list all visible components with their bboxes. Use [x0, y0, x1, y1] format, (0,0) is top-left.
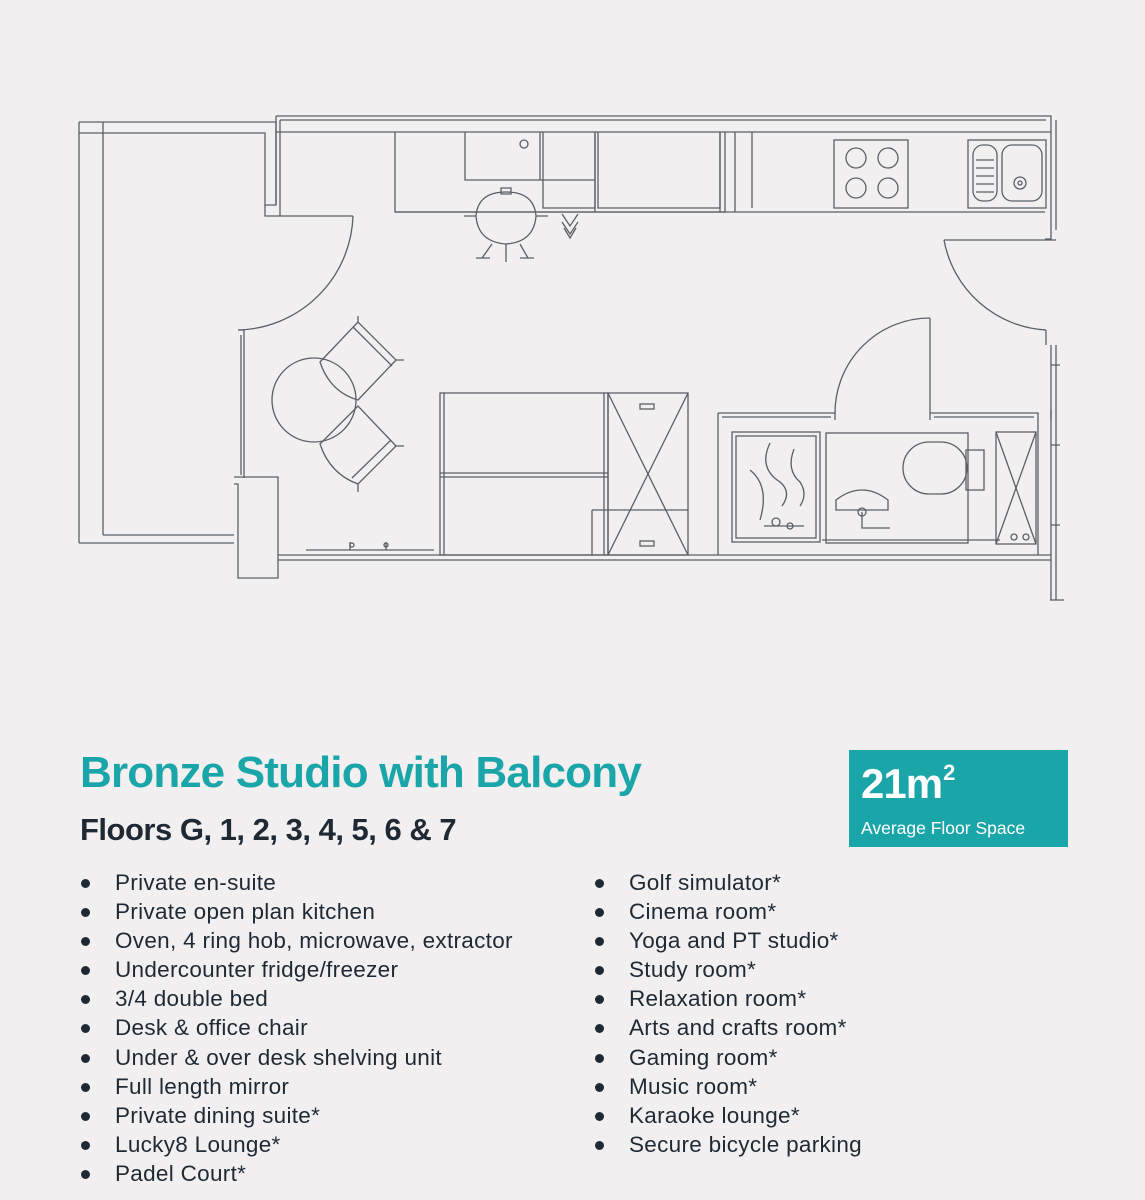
- amenity-item: Music room*: [594, 1072, 862, 1101]
- features-list-left: [80, 868, 513, 1188]
- amenity-item: Relaxation room*: [594, 984, 862, 1013]
- hob: [834, 140, 908, 208]
- feature-item: Oven, 4 ring hob, microwave, extractor: [80, 926, 513, 955]
- area-value: [861, 760, 954, 808]
- area-unit-superscript: 2: [943, 760, 955, 785]
- feature-item: 3/4 double bed: [80, 984, 513, 1013]
- feature-item: Private open plan kitchen: [80, 897, 513, 926]
- area-label: Average Floor Space: [861, 818, 1026, 838]
- balcony: [79, 122, 278, 578]
- bathroom: [718, 318, 1038, 555]
- feature-item: Full length mirror: [80, 1072, 513, 1101]
- amenity-item: Gaming room*: [594, 1043, 862, 1072]
- dining-suite: [272, 316, 404, 492]
- wall-sockets: [306, 542, 434, 550]
- amenity-item: Arts and crafts room*: [594, 1013, 862, 1042]
- kitchen-units: [395, 132, 1045, 212]
- feature-item: Undercounter fridge/freezer: [80, 955, 513, 984]
- amenity-item: Secure bicycle parking: [594, 1130, 862, 1159]
- plan-title: Bronze Studio with Balcony: [80, 748, 641, 797]
- floors-subtitle: Floors G, 1, 2, 3, 4, 5, 6 & 7: [80, 812, 457, 847]
- feature-item: Private dining suite*: [80, 1101, 513, 1130]
- office-chair: [464, 188, 578, 262]
- feature-item: Padel Court*: [80, 1159, 513, 1188]
- feature-item: Lucky8 Lounge*: [80, 1130, 513, 1159]
- features-list-right: [594, 868, 862, 1159]
- amenity-item: Golf simulator*: [594, 868, 862, 897]
- floor-space-badge: [849, 750, 1068, 847]
- amenity-item: Study room*: [594, 955, 862, 984]
- entrance-door: [944, 240, 1046, 345]
- wardrobe: [592, 393, 688, 555]
- bed: [440, 393, 608, 555]
- kitchen-sink: [968, 140, 1046, 208]
- amenity-item: Yoga and PT studio*: [594, 926, 862, 955]
- amenity-item: Karaoke lounge*: [594, 1101, 862, 1130]
- amenity-item: Cinema room*: [594, 897, 862, 926]
- feature-item: Private en-suite: [80, 868, 513, 897]
- feature-item: Desk & office chair: [80, 1013, 513, 1042]
- feature-item: Under & over desk shelving unit: [80, 1043, 513, 1072]
- area-number: 21m: [861, 760, 943, 807]
